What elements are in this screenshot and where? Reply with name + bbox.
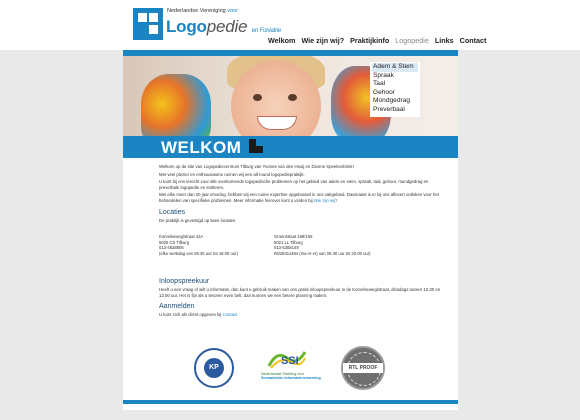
title-logo-icon [249,139,263,153]
spreekuur-section [159,273,449,320]
title-band [123,136,458,158]
submenu-item-gehoor[interactable]: Gehoor [373,88,395,96]
submenu-item-taal[interactable]: Taal [373,80,386,88]
submenu-item-adem-stem[interactable]: Adem & Stem [372,63,418,72]
aanmelden-text: U kunt zich als cliënt opgeven bij Contact [159,312,238,318]
nav-item-logopedie[interactable]: Logopedie [395,36,429,45]
nssi-mark-icon [267,348,307,370]
site-header [0,0,580,50]
svg-text:SSI: SSI [281,355,299,367]
page-content [123,50,458,410]
wie-zijn-wij-link[interactable]: Wie zijn wij? [313,197,338,203]
nssi-logo[interactable]: SSI Nederlandse Stichting voor Sociaalrichte Informatieverwerking [261,348,311,390]
painted-hand-left [141,74,211,136]
intro-paragraph-3: U kunt bij ons terecht voor alle voorkomende logopedische problemen op het gebied van adem en stem, spraak, taal, gehoor, mondgedrag en preverbale logopedie en stotteren. [159,179,429,190]
location-1: Korvelseweg/straat 42A 5025 CS Tilburg 013-4638806 (elke werkdag van 08.30 uur tot 18.00 uur) [159,234,238,256]
rtl-proof-badge[interactable]: RTL PROOF [341,346,385,390]
nav-item-praktijkinfo[interactable]: Praktijkinfo [350,36,390,45]
bottom-accent-bar [123,400,458,404]
contact-link[interactable]: Contact [222,312,238,318]
main-nav [268,36,486,48]
logo-wordmark[interactable]: Logopedie en Foniatrie [166,17,282,36]
locaties-heading: Locaties [159,208,186,216]
aanmelden-heading: Aanmelden [159,303,195,311]
partner-logos [123,340,458,400]
submenu-item-spraak[interactable]: Spraak [373,71,394,79]
nav-item-welkom[interactable]: Welkom [268,36,296,45]
submenu-item-mondgedrag[interactable]: Mondgedrag [373,97,411,105]
logo-tagline: Nederlandse Vereniging voor [167,8,238,14]
submenu-item-preverbaal[interactable]: Preverbaal [373,105,405,113]
page-title: WELKOM [161,138,242,157]
intro-paragraph-4: Met elke meer dan 20 jaar ervaring, hebben wij een ruime expertise opgebouwd in ons vakgebied. Daarnaast is er bij ons aflevert ontloken voor het behandelen van specifieke problemen. Meer informatie hierover kunt u vinden bij Wie zijn wij? [159,192,439,203]
intro-paragraph-2: Met veel plezier en enthousiasme runnen wij een all-round logopediepraktijk. [159,171,305,177]
spreekuur-heading: Inloopspreekuur [159,278,210,285]
spreekuur-text: Heeft u een vraag of wilt u informatie, dan kunt u gebruik maken van ons gratis inloopspreekuur in de Korvelseweg/straat, dinsdags tussen 12.30 en 13.00 uur. Het is fijn als u tevoren even belt, dan kunnen we een betere planning maken. [159,287,441,298]
intro-text [159,164,449,223]
nav-item-wie-zijn-wij[interactable]: Wie zijn wij? [301,36,345,45]
location-2: Groenstraat 159/155 5021 LL Tilburg 013-5358149 06/28411484 (ma-vr-vr) van 08.30 uur tot 20.00 uur) [274,234,371,256]
kp-logo[interactable]: KP [194,348,234,388]
logopedie-submenu [370,62,420,117]
locaties-subtitle: De praktijk is gevestigd op twee locaties [159,217,236,223]
logo-icon[interactable] [133,8,163,40]
nav-item-links[interactable]: Links [434,36,454,45]
hero-image [123,56,458,136]
nav-item-contact[interactable]: Contact [459,36,487,45]
intro-paragraph-1: Welkom op de site van Logopediecentrum Tilburg van Yvonne van den Heuij en Dionne Speekenbrink! [159,164,354,169]
